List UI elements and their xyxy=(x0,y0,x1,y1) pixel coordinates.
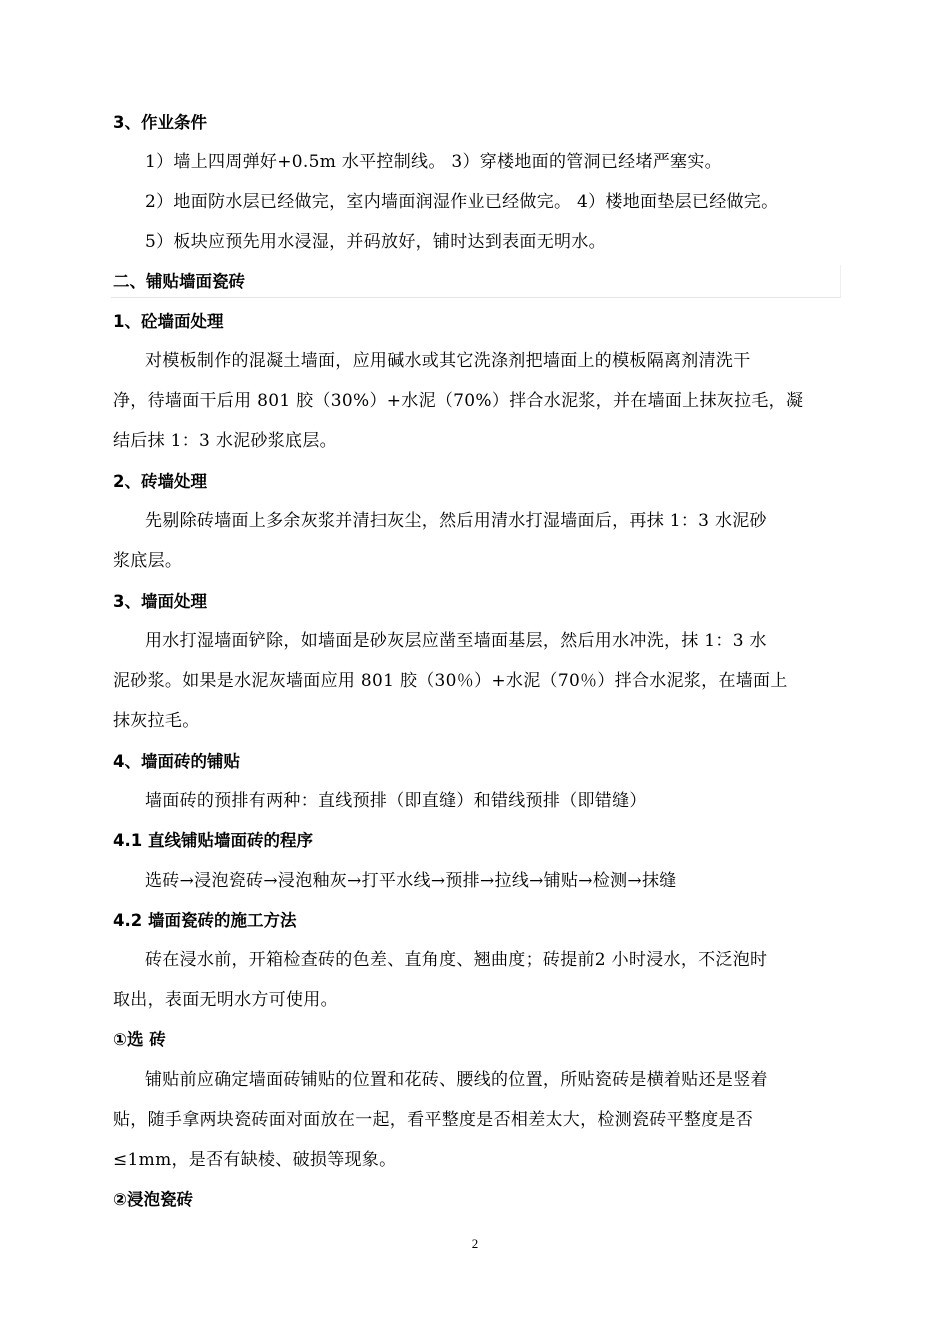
paragraph-line: 浆底层。 xyxy=(113,551,183,571)
paragraph-line: 用水打湿墙面铲除，如墙面是砂灰层应凿至墙面基层，然后用水冲洗，抹 1：3 水 xyxy=(145,631,767,651)
paragraph-line: 取出，表面无明水方可使用。 xyxy=(113,990,338,1010)
section-heading-work-conditions: 3、作业条件 xyxy=(113,113,207,132)
page-number: 2 xyxy=(471,1236,479,1251)
paragraph-line: 净，待墙面干后用 801 胶（30%）+水泥（70%）拌合水泥浆，并在墙面上抹灰拉毛，凝 xyxy=(113,391,804,411)
paragraph-line: 墙面砖的预排有两种：直线预排（即直缝）和错线预排（即错缝） xyxy=(145,791,647,811)
section-heading-method: 4.2 墙面瓷砖的施工方法 xyxy=(113,911,297,930)
section-heading-procedure: 4.1 直线铺贴墙面砖的程序 xyxy=(113,831,313,850)
paragraph-line: 对模板制作的混凝土墙面，应用碱水或其它洗涤剂把墙面上的模板隔离剂清洗干 xyxy=(145,351,751,371)
paragraph-line: 贴，随手拿两块瓷砖面对面放在一起，看平整度是否相差太大，检测瓷砖平整度是否 xyxy=(113,1110,754,1130)
section-heading-wall-surface: 3、墙面处理 xyxy=(113,592,207,611)
paragraph-line: 抹灰拉毛。 xyxy=(113,711,200,731)
part-heading-tile-laying: 二、铺贴墙面瓷砖 xyxy=(113,272,245,291)
section-heading-select: ①选 砖 xyxy=(113,1030,166,1049)
section-heading-tile-laying: 4、墙面砖的铺贴 xyxy=(113,752,240,771)
paragraph-line: 1）墙上四周弹好+0.5m 水平控制线。 3）穿楼地面的管洞已经堵严塞实。 xyxy=(145,152,722,172)
paragraph-line: 铺贴前应确定墙面砖铺贴的位置和花砖、腰线的位置，所贴瓷砖是横着贴还是竖着 xyxy=(145,1070,768,1090)
paragraph-line: ≤1mm，是否有缺棱、破损等现象。 xyxy=(113,1150,397,1170)
section-heading-concrete-wall: 1、砼墙面处理 xyxy=(113,312,224,331)
paragraph-line: 选砖→浸泡瓷砖→浸泡釉灰→打平水线→预排→拉线→铺贴→检测→抹缝 xyxy=(145,871,677,891)
paragraph-line: 先剔除砖墙面上多余灰浆并清扫灰尘，然后用清水打湿墙面后，再抹 1：3 水泥砂 xyxy=(145,511,767,531)
paragraph-line: 2）地面防水层已经做完，室内墙面润湿作业已经做完。 4）楼地面垫层已经做完。 xyxy=(145,192,779,212)
paragraph-line: 泥砂浆。如果是水泥灰墙面应用 801 胶（30％）+水泥（70％）拌合水泥浆，在墙面上 xyxy=(113,671,788,691)
section-heading-brick-wall: 2、砖墙处理 xyxy=(113,472,207,491)
paragraph-line: 砖在浸水前，开箱检查砖的色差、直角度、翘曲度；砖提前2 小时浸水，不泛泡时 xyxy=(145,950,768,970)
paragraph-line: 5）板块应预先用水浸湿，并码放好，铺时达到表面无明水。 xyxy=(145,232,606,252)
paragraph-line: 结后抹 1：3 水泥砂浆底层。 xyxy=(113,431,337,451)
section-heading-soak: ②浸泡瓷砖 xyxy=(113,1190,193,1209)
